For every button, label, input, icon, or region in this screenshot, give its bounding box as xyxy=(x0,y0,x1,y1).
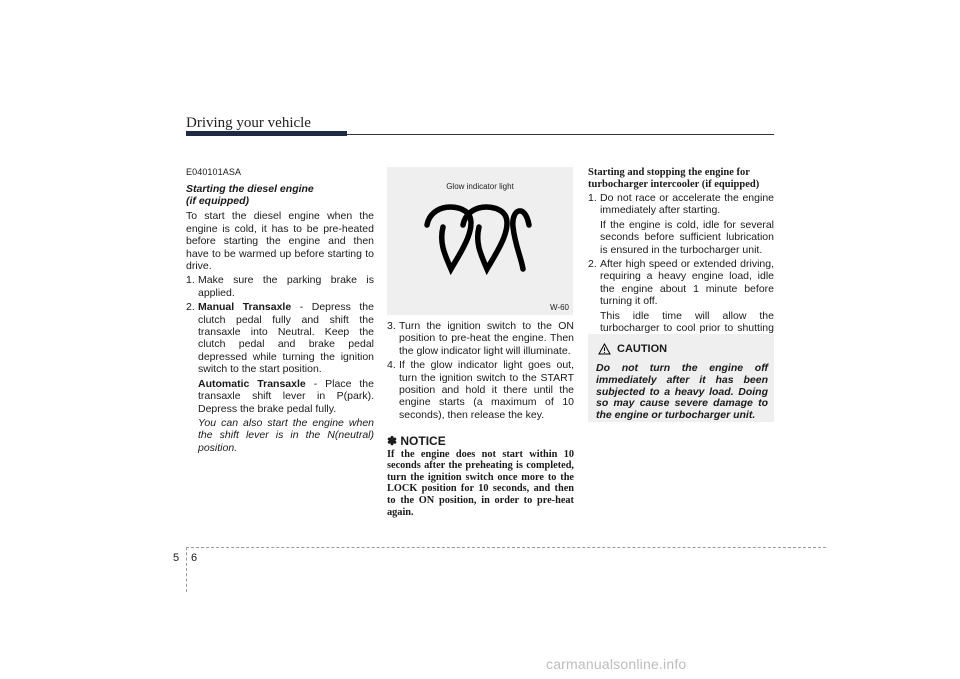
turbo-step-2 xyxy=(588,258,774,308)
step-3 xyxy=(387,320,574,357)
section-number: 5 xyxy=(173,552,180,564)
turbo-step-1 xyxy=(588,192,774,217)
turbo-step-2-text: After high speed or extended driving, requiring a heavy engine load, idle the engine about 1 minute before turning it off. xyxy=(600,258,774,308)
notice-body: If the engine does not start within 10 seconds after the preheating is completed, turn the ignition switch once more to the LOCK position for 10 seconds, and then to the ON position, in order to pre-heat again. xyxy=(387,448,574,518)
turbo-section-title: Starting and stopping the engine for turbocharger intercooler (if equipped) xyxy=(588,167,760,190)
step-4-text: If the glow indicator light goes out, turn the ignition switch to the START position and hold it there until the engine starts (a maximum of 10 seconds), then release the key. xyxy=(399,359,574,421)
footer-divider xyxy=(186,547,187,592)
automatic-transaxle-note: You can also start the engine when the shift lever is in the N(neutral) position. xyxy=(198,416,374,454)
page-number: 6 xyxy=(191,552,198,564)
header-accent-bar xyxy=(186,131,347,136)
step-2 xyxy=(186,301,374,375)
section-title-line1: Starting the diesel engine xyxy=(186,183,314,196)
column-left xyxy=(186,166,374,454)
caution-box xyxy=(588,334,774,422)
step-3-number: 3. xyxy=(387,320,396,332)
footer-rule xyxy=(186,547,826,548)
turbo-step-1-text: Do not race or accelerate the engine immediately after starting. xyxy=(600,192,774,217)
step-3-text: Turn the ignition switch to the ON position to pre-heat the engine. Then the glow indicator light will illuminate. xyxy=(399,320,574,357)
warning-triangle-icon xyxy=(598,343,611,355)
turbo-step-2-number: 2. xyxy=(588,258,597,271)
column-right xyxy=(588,167,774,347)
glow-plug-icon xyxy=(417,199,541,275)
manual-transaxle-text: - Depress the clutch pedal fully and shift the transaxle into Neutral. Keep the clutch pedal and brake pedal depressed while turning the ignition switch to the start position. xyxy=(198,301,374,376)
caution-body: Do not turn the engine off immediately after it has been subjected to a heavy load. Doing so may cause severe damage to the engine or turbocharger unit. xyxy=(596,362,768,422)
column-middle xyxy=(387,318,574,518)
step-2-number: 2. xyxy=(186,301,195,314)
step-4-number: 4. xyxy=(387,359,396,372)
section-code: E040101ASA xyxy=(186,167,242,177)
turbo-step-2-detail: This idle time will allow the turbocharger to cool prior to shutting xyxy=(600,309,774,335)
step-4 xyxy=(387,359,574,421)
watermark: carmanualsonline.info xyxy=(546,656,687,672)
automatic-transaxle-paragraph xyxy=(186,378,374,415)
caution-label: CAUTION xyxy=(617,343,668,355)
turbo-step-1-detail: If the engine is cold, idle for several seconds before sufficient lubrication is ensured in the turbocharger unit. xyxy=(600,218,774,256)
section-title-line2: (if equipped) xyxy=(186,195,249,208)
step-2-text xyxy=(198,301,374,375)
turbo-step-1-number: 1. xyxy=(588,192,597,204)
step-1-number: 1. xyxy=(186,274,195,287)
glow-indicator-figure xyxy=(387,167,573,315)
intro-paragraph: To start the diesel engine when the engine is cold, it has to be pre-heated before starting the engine and then have to be warmed up before starting to drive. xyxy=(186,210,374,273)
automatic-transaxle-text: - Place the transaxle shift lever in P(park). Depress the brake pedal fully. xyxy=(198,377,374,415)
automatic-transaxle-label: Automatic Transaxle xyxy=(198,377,306,390)
step-1 xyxy=(186,274,374,299)
manual-transaxle-label: Manual Transaxle xyxy=(198,301,292,314)
figure-label: Glow indicator light xyxy=(446,182,514,191)
caution-header xyxy=(598,343,667,355)
notice-title: ✽ NOTICE xyxy=(387,434,446,449)
step-1-text: Make sure the parking brake is applied. xyxy=(198,274,374,299)
figure-code: W-60 xyxy=(550,303,569,312)
section-title xyxy=(186,183,374,207)
page-header-title: Driving your vehicle xyxy=(186,115,311,131)
